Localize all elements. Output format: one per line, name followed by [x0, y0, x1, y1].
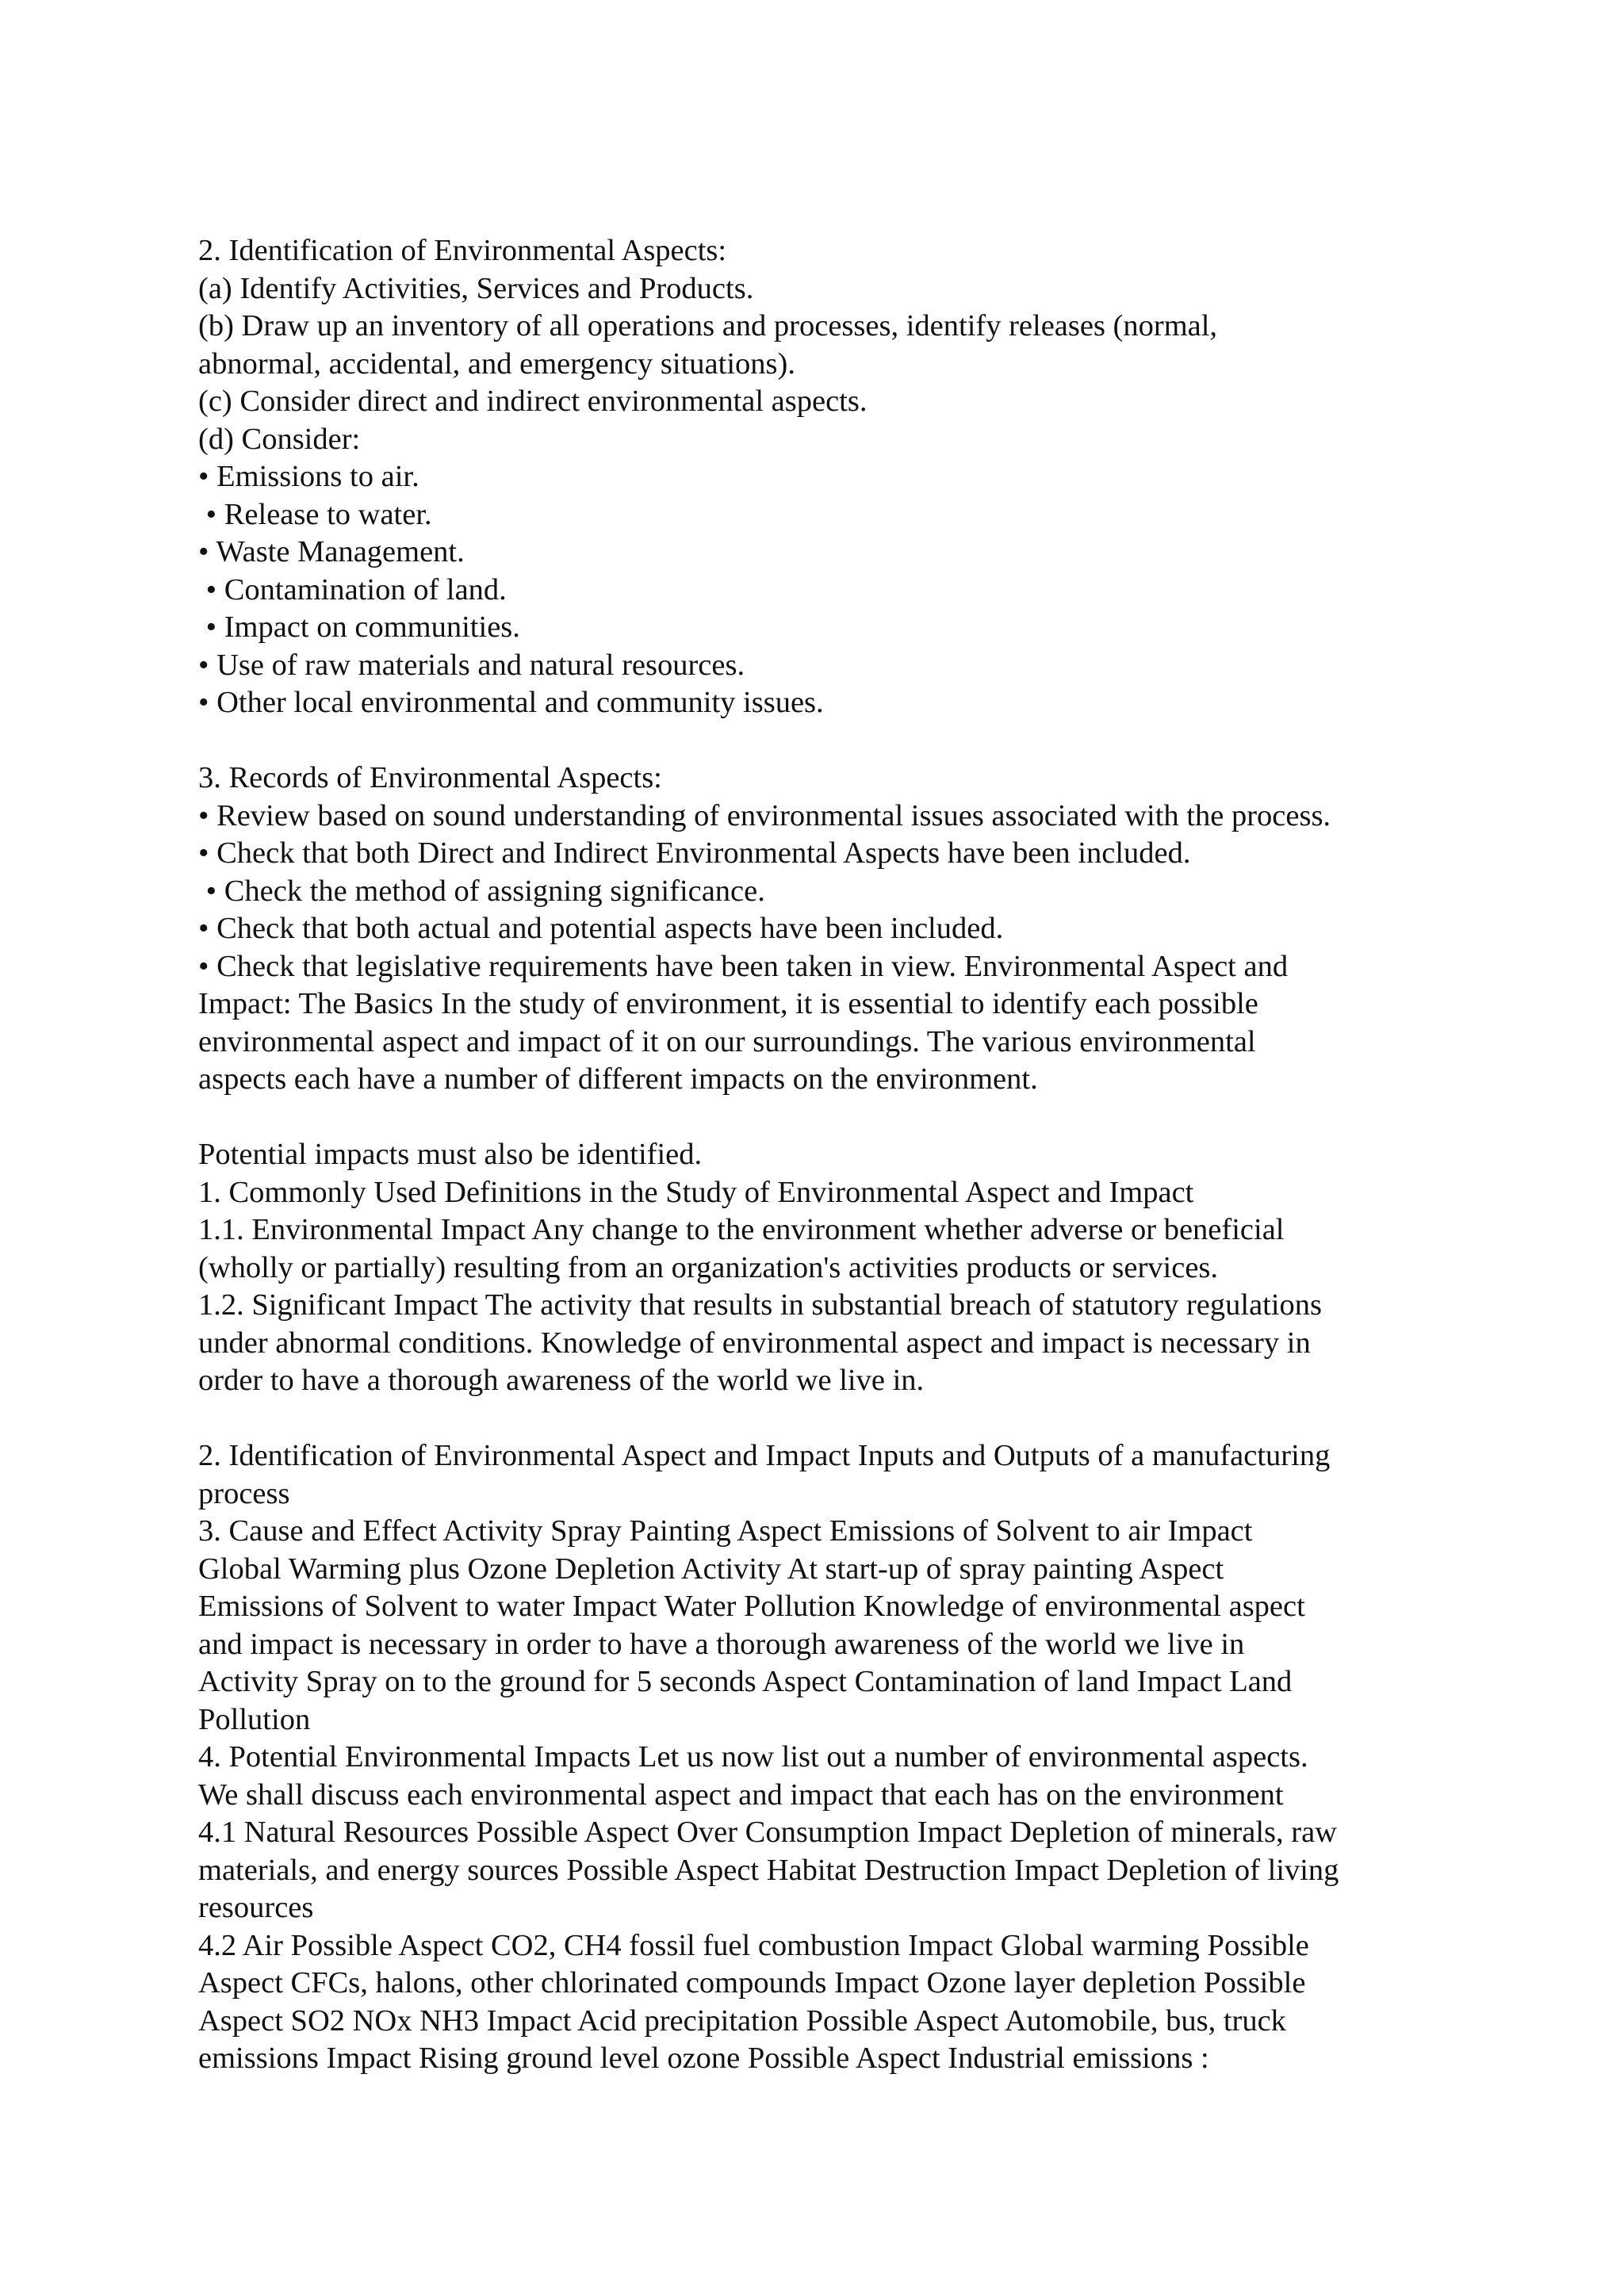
text-line: abnormal, accidental, and emergency situations).: [198, 346, 795, 381]
section-inputs-outputs-and-impacts: [198, 1437, 1507, 2078]
text-line: (c) Consider direct and indirect environmental aspects.: [198, 385, 868, 418]
bullet-line: • Check the method of assigning significance.: [198, 874, 765, 908]
text-line: Global Warming plus Ozone Depletion Activity At start-up of spray painting Aspect: [198, 1552, 1224, 1586]
text-line: 2. Identification of Environmental Aspect and Impact Inputs and Outputs of a manufacturing: [198, 1439, 1331, 1472]
text-line: 4.2 Air Possible Aspect CO2, CH4 fossil fuel combustion Impact Global warming Possible: [198, 1928, 1309, 1962]
text-line: under abnormal conditions. Knowledge of environmental aspect and impact is necessary in: [198, 1326, 1311, 1360]
text-line: Activity Spray on to the ground for 5 seconds Aspect Contamination of land Impact Land: [198, 1665, 1293, 1698]
bullet-line: • Check that both actual and potential aspects have been included.: [198, 912, 1004, 945]
heading-line: 2. Identification of Environmental Aspects:: [198, 234, 727, 267]
bullet-line: • Check that legislative requirements have been taken in view. Environmental Aspect and: [198, 949, 1289, 983]
text-line: 1. Commonly Used Definitions in the Study of Environmental Aspect and Impact: [198, 1175, 1194, 1209]
bullet-line: • Emissions to air.: [198, 460, 419, 493]
text-line: (a) Identify Activities, Services and Products.: [198, 271, 754, 305]
bullet-line: • Check that both Direct and Indirect Environmental Aspects have been included.: [198, 836, 1191, 870]
text-line: Pollution: [198, 1702, 311, 1736]
text-line: Emissions of Solvent to water Impact Water Pollution Knowledge of environmental aspect: [198, 1590, 1305, 1623]
text-line: Aspect CFCs, halons, other chlorinated compounds Impact Ozone layer depletion Possible: [198, 1966, 1306, 1999]
text-line: materials, and energy sources Possible Aspect Habitat Destruction Impact Depletion of living: [198, 1853, 1339, 1887]
bullet-line: • Impact on communities.: [198, 610, 520, 644]
section-definitions: [198, 1136, 1507, 1400]
text-line: aspects each have a number of different impacts on the environment.: [198, 1062, 1038, 1096]
bullet-line: • Other local environmental and community issues.: [198, 686, 824, 719]
text-line: environmental aspect and impact of it on our surroundings. The various environmental: [198, 1024, 1256, 1058]
bullet-line: • Use of raw materials and natural resources.: [198, 648, 745, 682]
bullet-line: • Waste Management.: [198, 535, 465, 568]
text-line: 4.1 Natural Resources Possible Aspect Over Consumption Impact Depletion of minerals, raw: [198, 1816, 1337, 1849]
text-line: Impact: The Basics In the study of environment, it is essential to identify each possible: [198, 987, 1258, 1020]
bullet-line: • Review based on sound understanding of environmental issues associated with the process.: [198, 798, 1331, 832]
text-line: process: [198, 1476, 290, 1510]
text-line: 3. Cause and Effect Activity Spray Painting Aspect Emissions of Solvent to air Impact: [198, 1514, 1253, 1548]
paragraph-gap: [198, 1099, 1507, 1137]
text-line: Aspect SO2 NOx NH3 Impact Acid precipitation Possible Aspect Automobile, bus, truck: [198, 2003, 1286, 2038]
text-line: 4. Potential Environmental Impacts Let us now list out a number of environmental aspects.: [198, 1740, 1308, 1774]
section-records-of-aspects: [198, 760, 1507, 1099]
bullet-line: • Release to water.: [198, 497, 432, 531]
paragraph-gap: [198, 722, 1507, 760]
text-line: and impact is necessary in order to have a thorough awareness of the world we live in: [198, 1627, 1245, 1661]
document-page: [198, 232, 1507, 2078]
text-line: (d) Consider:: [198, 422, 361, 456]
text-line: (wholly or partially) resulting from an organization's activities products or services.: [198, 1250, 1219, 1284]
text-line: resources: [198, 1891, 314, 1924]
text-line: 1.1. Environmental Impact Any change to the environment whether adverse or beneficial: [198, 1213, 1285, 1246]
text-line: order to have a thorough awareness of the world we live in.: [198, 1364, 925, 1397]
text-line: We shall discuss each environmental aspect and impact that each has on the environment: [198, 1777, 1284, 1812]
heading-line: 3. Records of Environmental Aspects:: [198, 761, 662, 794]
text-line: emissions Impact Rising ground level ozone Possible Aspect Industrial emissions :: [198, 2042, 1209, 2075]
text-line: 1.2. Significant Impact The activity that results in substantial breach of statutory regulations: [198, 1288, 1323, 1322]
text-line: Potential impacts must also be identified.: [198, 1138, 703, 1171]
bullet-line: • Contamination of land.: [198, 572, 507, 607]
paragraph-gap: [198, 1400, 1507, 1438]
text-line: (b) Draw up an inventory of all operations and processes, identify releases (normal,: [198, 309, 1218, 342]
section-identification-of-aspects: [198, 232, 1507, 722]
